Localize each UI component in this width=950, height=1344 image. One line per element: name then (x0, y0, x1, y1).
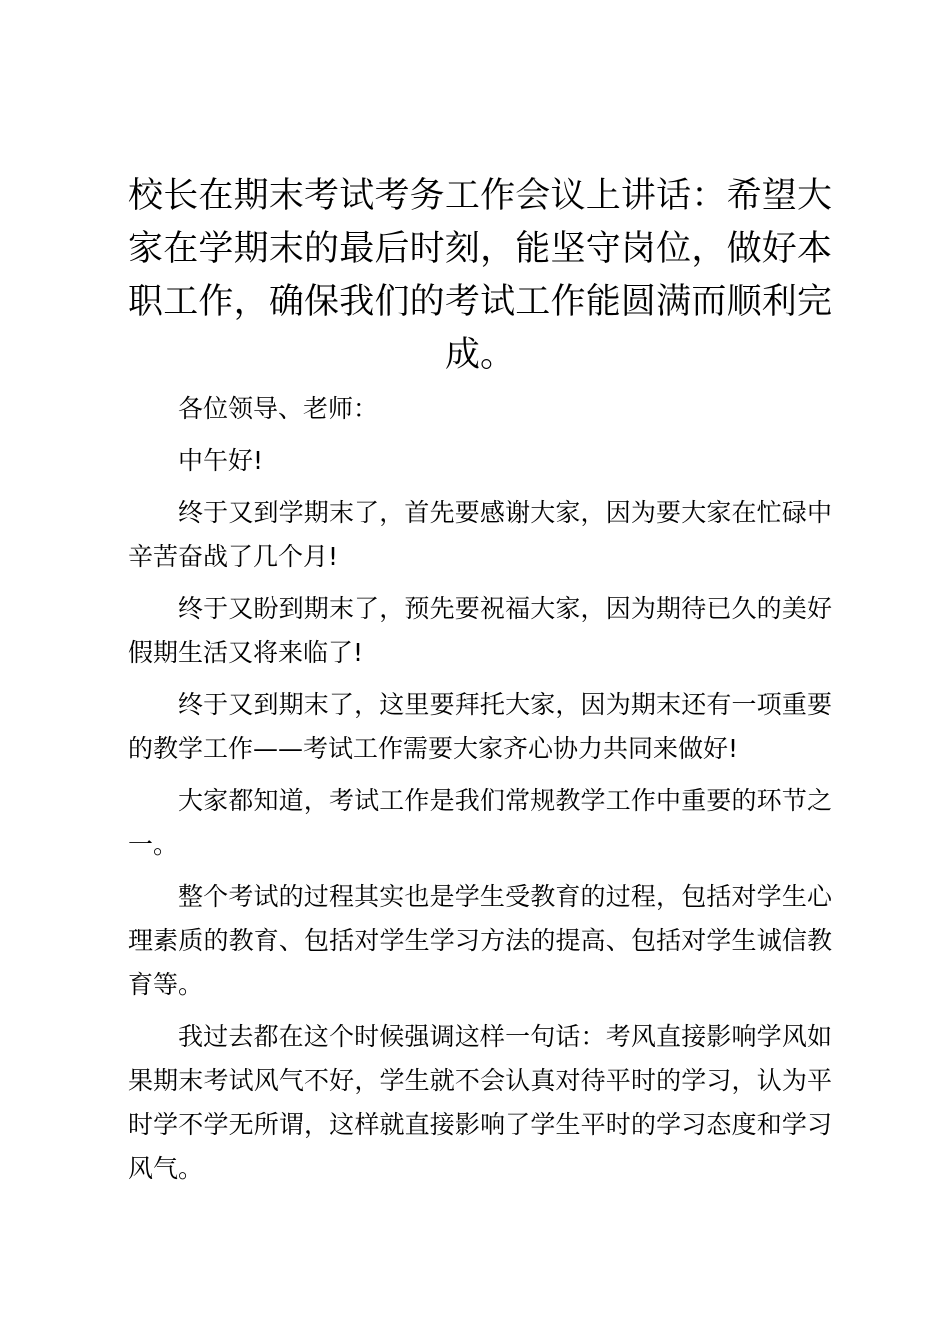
salutation-paragraph: 各位领导、老师： (178, 394, 379, 423)
document-body (128, 387, 832, 1191)
body-paragraph: 终于又到期末了，这里要拜托大家，因为期末还有一项重要的教学工作——考试工作需要大家齐心协力共同来做好! (128, 690, 832, 763)
body-paragraph: 整个考试的过程其实也是学生受教育的过程，包括对学生心理素质的教育、包括对学生学习方法的提高、包括对学生诚信教育等。 (128, 882, 832, 999)
document-title: 校长在期末考试考务工作会议上讲话：希望大家在学期末的最后时刻，能坚守岗位，做好本职工作，确保我们的考试工作能圆满而顺利完成。 (128, 176, 832, 375)
greeting-paragraph: 中午好! (178, 446, 264, 475)
body-paragraph: 大家都知道，考试工作是我们常规教学工作中重要的环节之一。 (128, 786, 832, 859)
body-paragraph: 我过去都在这个时候强调这样一句话：考风直接影响学风如果期末考试风气不好，学生就不会认真对待平时的学习，认为平时学不学无所谓，这样就直接影响了学生平时的学习态度和学习风气。 (128, 1022, 832, 1183)
body-paragraph: 终于又盼到期末了，预先要祝福大家，因为期待已久的美好假期生活又将来临了! (128, 594, 832, 667)
document-content (128, 170, 832, 1199)
body-paragraph: 终于又到学期末了，首先要感谢大家，因为要大家在忙碌中辛苦奋战了几个月! (128, 498, 832, 571)
